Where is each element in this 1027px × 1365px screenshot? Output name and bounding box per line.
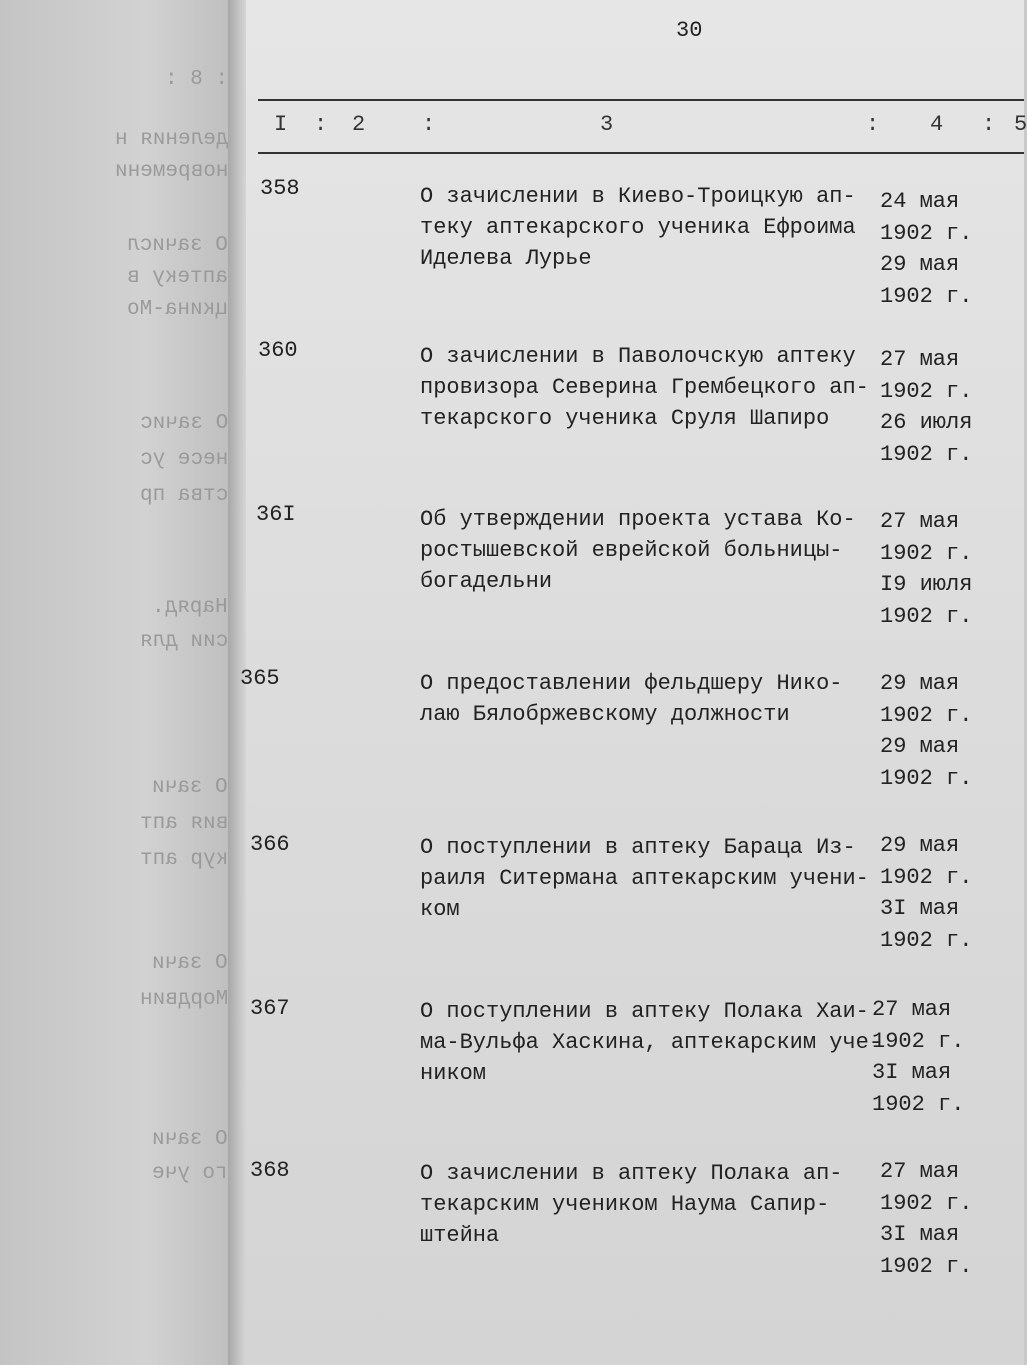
facing-page	[0, 0, 240, 1365]
bleed-through-text: О зачи	[152, 776, 228, 799]
column-header-4: 4	[930, 112, 944, 137]
bleed-through-text: О зачи	[152, 1128, 228, 1151]
column-separator: :	[866, 112, 880, 137]
record-title: О поступлении в аптеку Полака Хаи- ма-Вульфа Хаскина, аптекарским уче- ником	[420, 999, 883, 1086]
record-number: 358	[260, 176, 300, 201]
record-number: 365	[240, 666, 280, 691]
record-dates: 29 мая 1902 г. 29 мая 1902 г.	[880, 671, 973, 791]
column-header-5: 5	[1014, 112, 1027, 137]
column-header-1: I	[274, 112, 288, 137]
bleed-through-text: Наряд.	[152, 596, 228, 619]
column-header-2: 2	[352, 112, 366, 137]
record-title: О зачислении в Киево-Троицкую ап- теку аптекарского ученика Ефроима Иделева Лурье	[420, 184, 856, 271]
record-dates: 27 мая 1902 г. 26 июля 1902 г.	[880, 347, 973, 467]
bleed-through-text: : 8 :	[164, 68, 228, 91]
header-rule-top	[258, 99, 1024, 101]
record-number: 360	[258, 338, 298, 363]
record-dates: 24 мая 1902 г. 29 мая 1902 г.	[880, 189, 973, 309]
bleed-through-text: новремени	[114, 160, 228, 183]
record-title: Об утверждении проекта устава Ко- ростышевской еврейской больницы- богадельни	[420, 507, 856, 594]
bleed-through-text: Мордвин	[139, 988, 228, 1011]
record-title: О поступлении в аптеку Бараца Из- раиля Ситермана аптекарским учени- ком	[420, 835, 869, 922]
record-number: 367	[250, 996, 290, 1021]
record-title: О зачислении в аптеку Полака ап- текарским учеником Наума Сапир- штейна	[420, 1161, 843, 1248]
bleed-through-text: цкина-Мо	[127, 298, 228, 321]
bleed-through-text: О зачисл	[127, 234, 228, 257]
bleed-through-text: несе ус	[139, 448, 228, 471]
bleed-through-text: вия апт	[139, 812, 228, 835]
record-title: О зачислении в Паволочскую аптеку провизора Северина Грембецкого ап- текарского ученика Сруля Шапиро	[420, 344, 869, 431]
column-separator: :	[422, 112, 436, 137]
bleed-through-text: аптеку в	[127, 266, 228, 289]
column-separator: :	[314, 112, 328, 137]
record-number: 36I	[256, 502, 296, 527]
column-separator: :	[982, 112, 996, 137]
bleed-through-text: кур апт	[139, 848, 228, 871]
bleed-through-text: го уче	[152, 1162, 228, 1185]
record-dates: 29 мая 1902 г. 3I мая 1902 г.	[880, 833, 973, 953]
record-dates: 27 мая 1902 г. 3I мая 1902 г.	[880, 1159, 973, 1279]
bleed-through-text: О зачи	[152, 952, 228, 975]
bleed-through-text: ства пр	[139, 484, 228, 507]
record-number: 368	[250, 1158, 290, 1183]
column-header-3: 3	[600, 112, 614, 137]
header-rule-bottom	[258, 152, 1024, 154]
record-dates: 27 мая 1902 г. I9 июля 1902 г.	[880, 509, 973, 629]
bleed-through-text: сии для	[139, 630, 228, 653]
bleed-through-text: деления н	[114, 128, 228, 151]
record-title: О предоставлении фельдшеру Нико- лаю Бялобржевскому должности	[420, 671, 843, 727]
record-dates: 27 мая 1902 г. 3I мая 1902 г.	[872, 997, 965, 1117]
page-number: 30	[676, 18, 703, 43]
bleed-through-text: О зачис	[139, 412, 228, 435]
record-number: 366	[250, 832, 290, 857]
